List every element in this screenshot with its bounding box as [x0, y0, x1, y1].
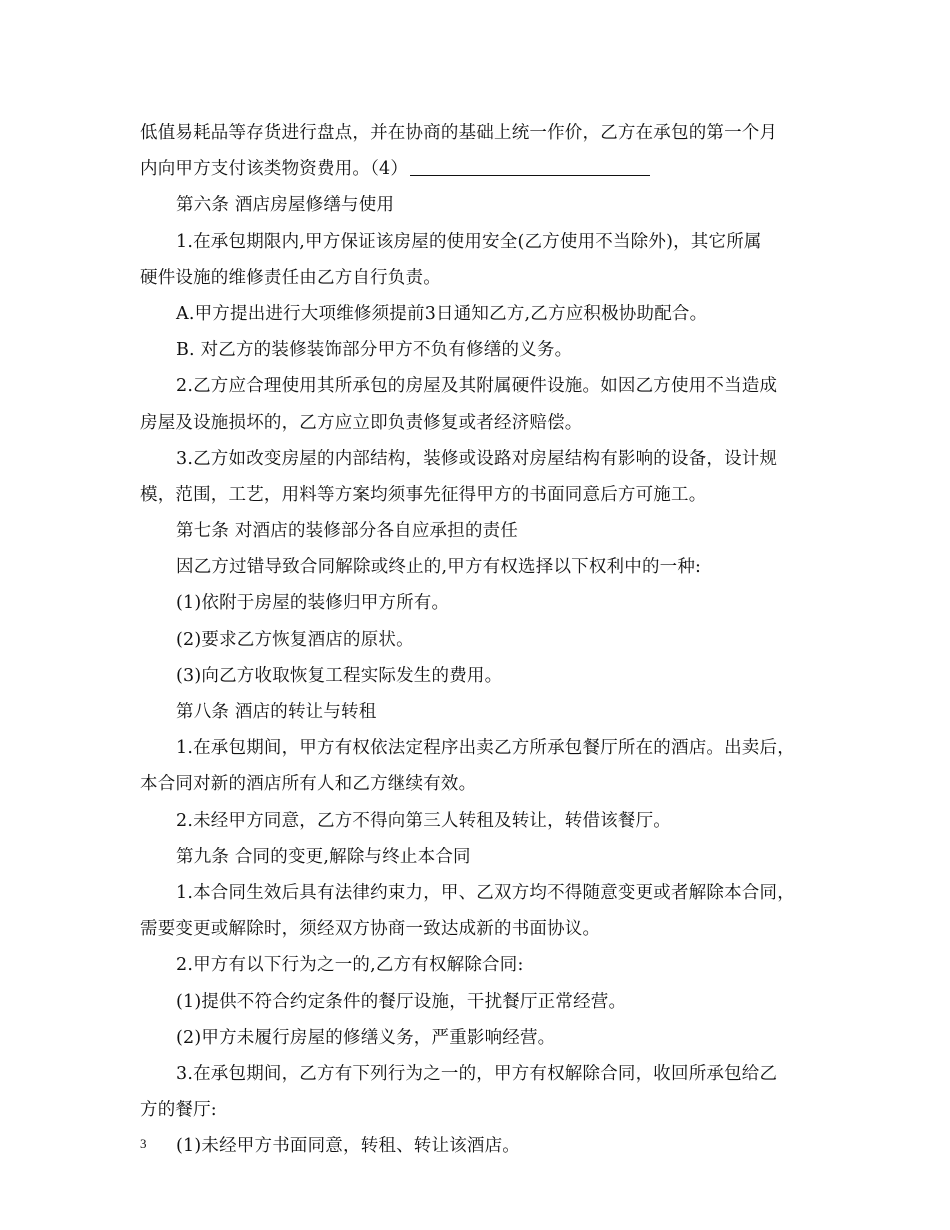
paragraph-line-text: 内向甲方支付该类物资费用。（4）: [140, 159, 409, 180]
article-heading: 第六条 酒店房屋修缮与使用: [176, 195, 395, 216]
paragraph-line: 因乙方过错导致合同解除或终止的,甲方有权选择以下权利中的一种:: [176, 557, 702, 578]
paragraph-line: 硬件设施的维修责任由乙方自行负责。: [140, 267, 441, 288]
list-item: (1)依附于房屋的装修归甲方所有。: [176, 593, 450, 614]
list-item: (1)未经甲方书面同意，转租、转让该酒店。: [176, 1136, 520, 1157]
list-item: (3)向乙方收取恢复工程实际发生的费用。: [176, 665, 503, 686]
list-item: (1)提供不符合约定条件的餐厅设施，干扰餐厅正常经营。: [176, 991, 627, 1012]
fill-in-blank: [410, 157, 650, 176]
paragraph-line: 2.甲方有以下行为之一的,乙方有权解除合同:: [176, 955, 524, 976]
paragraph-line-with-blank: [140, 151, 815, 187]
article-heading: 第七条 对酒店的装修部分各自应承担的责任: [176, 521, 519, 542]
page-number: 3: [140, 1136, 147, 1151]
paragraph-line: 低值易耗品等存货进行盘点，并在协商的基础上统一作价，乙方在承包的第一个月: [140, 123, 778, 143]
paragraph-line: 1.在承包期间，甲方有权依法定程序出卖乙方所承包餐厅所在的酒店。出卖后，: [176, 738, 795, 759]
article-heading: 第八条 酒店的转让与转租: [176, 702, 377, 722]
paragraph-line: B. 对乙方的装修装饰部分甲方不负有修缮的义务。: [176, 340, 573, 361]
paragraph-line: 3.在承包期间，乙方有下列行为之一的，甲方有权解除合同，收回所承包给乙: [176, 1063, 778, 1084]
article-heading: 第九条 合同的变更,解除与终止本合同: [176, 846, 471, 867]
list-item: (2)甲方未履行房屋的修缮义务，严重影响经营。: [176, 1027, 556, 1048]
paragraph-line: 方的餐厅:: [140, 1100, 217, 1121]
list-item: (2)要求乙方恢复酒店的原状。: [176, 629, 414, 650]
paragraph-line: 模，范围，工艺，用料等方案均须事先征得甲方的书面同意后方可施工。: [140, 484, 707, 505]
paragraph-line: 1.在承包期限内,甲方保证该房屋的使用安全(乙方使用不当除外)，其它所属: [176, 231, 762, 252]
paragraph-line: 1.本合同生效后具有法律约束力，甲、乙双方均不得随意变更或者解除本合同，: [176, 882, 795, 903]
document-body: [140, 115, 815, 1164]
paragraph-line: 需要变更或解除时，须经双方协商一致达成新的书面协议。: [140, 919, 601, 940]
paragraph-line: 2.未经甲方同意，乙方不得向第三人转租及转让，转借该餐厅。: [176, 810, 671, 831]
paragraph-line: 2.乙方应合理使用其所承包的房屋及其附属硬件设施。如因乙方使用不当造成: [176, 376, 778, 397]
paragraph-line: 房屋及设施损坏的，乙方应立即负责修复或者经济赔偿。: [140, 412, 583, 433]
paragraph-line: A.甲方提出进行大项维修须提前3日通知乙方,乙方应积极协助配合。: [176, 303, 708, 324]
paragraph-line: 3.乙方如改变房屋的内部结构，装修或设路对房屋结构有影响的设备，设计规: [176, 448, 778, 469]
paragraph-line: 本合同对新的酒店所有人和乙方继续有效。: [140, 774, 477, 795]
